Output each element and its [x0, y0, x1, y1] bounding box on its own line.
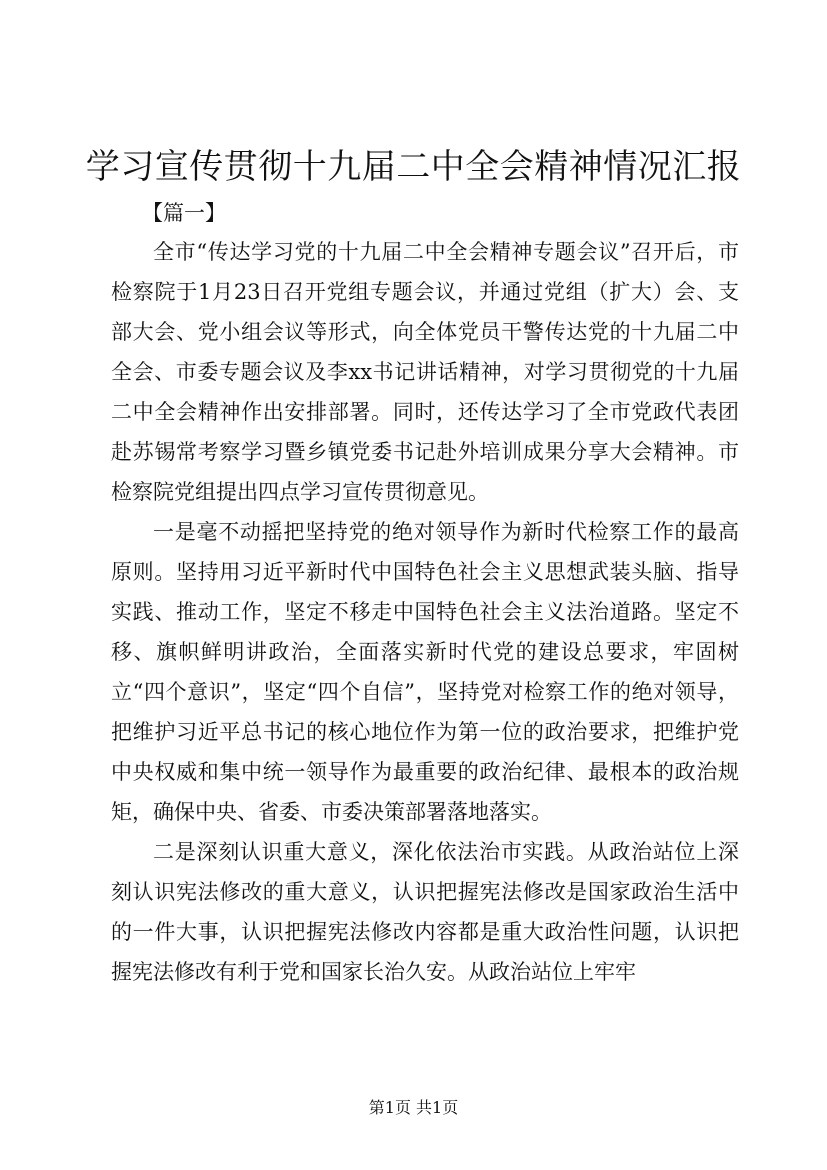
paragraph-intro: 全市“传达学习党的十九届二中全会精神专题会议”召开后，市检察院于1月23日召开党组专题会议，并通过党组（扩大）会、支部大会、党小组会议等形式，向全体党员干警传达党的十九届二中全会、市委专题会议及李xx书记讲话精神，对学习贯彻党的十九届二中全会精神作出安排部署。同时，还传达学习了全市党政代表团赴苏锡常考察学习暨乡镇党委书记赴外培训成果分享大会精神。市检察院党组提出四点学习宣传贯彻意见。 — [111, 240, 739, 504]
document-title: 学习宣传贯彻十九届二中全会精神情况汇报 — [85, 147, 742, 187]
page-footer: 第1页 共1页 — [368, 1098, 459, 1117]
section-heading: 【篇一】 — [142, 201, 226, 225]
document-body — [111, 232, 739, 992]
paragraph-point-two: 二是深刻认识重大意义，深化依法治市实践。从政治站位上深刻认识宪法修改的重大意义，认识把握宪法修改是国家政治生活中的一件大事，认识把握宪法修改内容都是重大政治性问题，认识把握宪法修改有利于党和国家长治久安。从政治站位上牢牢 — [111, 840, 739, 984]
paragraph-point-one: 一是毫不动摇把坚持党的绝对领导作为新时代检察工作的最高原则。坚持用习近平新时代中国特色社会主义思想武装头脑、指导实践、推动工作，坚定不移走中国特色社会主义法治道路。坚定不移、旗帜鲜明讲政治，全面落实新时代党的建设总要求，牢固树立“四个意识”，坚定“四个自信”，坚持党对检察工作的绝对领导，把维护习近平总书记的核心地位作为第一位的政治要求，把维护党中央权威和集中统一领导作为最重要的政治纪律、最根本的政治规矩，确保中央、省委、市委决策部署落地落实。 — [111, 520, 739, 824]
